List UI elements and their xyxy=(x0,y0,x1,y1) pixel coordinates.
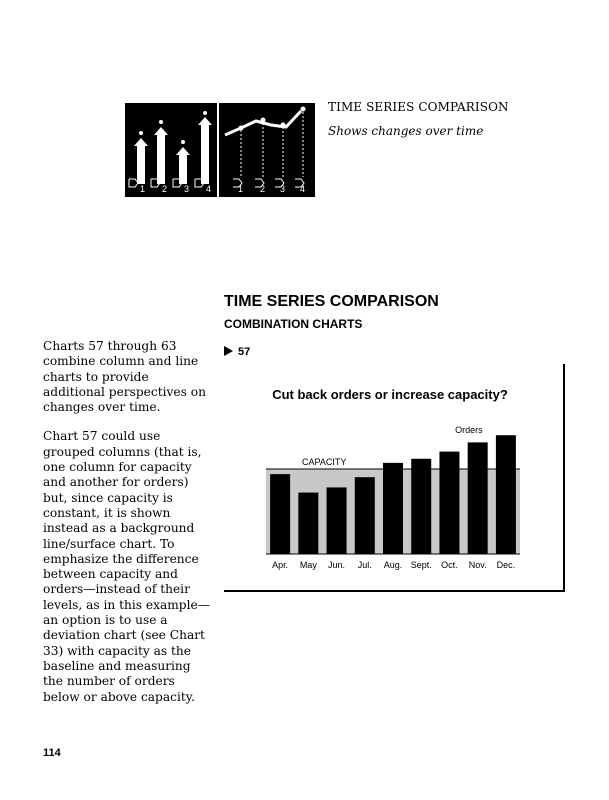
icon-line-label-1: 1 xyxy=(238,184,244,194)
bar-sept xyxy=(411,459,431,554)
x-tick-label: Apr. xyxy=(272,560,289,570)
x-tick-label: Sept. xyxy=(410,560,432,570)
section-title: TIME SERIES COMPARISON xyxy=(224,293,439,310)
x-tick-label: Aug. xyxy=(383,560,403,570)
icon-dot-2 xyxy=(159,120,163,124)
icon-line-label-3: 3 xyxy=(280,184,286,194)
icon-line-label-2: 2 xyxy=(260,184,266,194)
chart-type-icon-block xyxy=(125,103,315,197)
chart-title: Cut back orders or increase capacity? xyxy=(272,387,508,402)
x-tick-label: Nov. xyxy=(468,560,487,570)
bar-jul xyxy=(355,477,375,554)
body-paragraph-2: Chart 57 could use grouped columns (that is, one column for capacity and another for orders) but, since capacity is constant, it is shown instead as a background line/surface chart. To emphasize the difference between capacity and orders—instead of their levels, as in this example—an option is to use a deviation chart (see Chart 33) with capacity as the baseline and measuring the number of orders below or above capacity. xyxy=(43,429,210,704)
bar-dec xyxy=(496,435,516,554)
x-tick-label: May xyxy=(299,560,317,570)
icon-label-2: 2 xyxy=(162,184,168,194)
bar-oct xyxy=(439,452,459,554)
icon-column-1 xyxy=(137,146,145,184)
section-subtitle: COMBINATION CHARTS xyxy=(224,317,363,331)
icon-arrow-4 xyxy=(198,117,212,125)
bar-jun xyxy=(327,487,347,554)
capacity-label: CAPACITY xyxy=(302,457,347,468)
icon-divider xyxy=(217,103,219,197)
header-subtitle: Shows changes over time xyxy=(328,124,484,138)
icon-column-3 xyxy=(179,155,187,184)
orders-series-label: Orders xyxy=(455,425,483,436)
x-tick-label: Oct. xyxy=(441,560,458,570)
icon-line-dot-3 xyxy=(281,123,286,128)
header-title: TIME SERIES COMPARISON xyxy=(328,100,509,114)
x-tick-label: Dec. xyxy=(496,560,516,570)
bars-group xyxy=(270,435,516,554)
icon-line-dot-1 xyxy=(239,126,244,131)
bar-nov xyxy=(468,442,488,554)
body-text xyxy=(43,339,213,719)
body-paragraph-1: Charts 57 through 63 combine column and line charts to provide additional perspectives on changes over time. xyxy=(43,339,206,415)
icon-label-1: 1 xyxy=(140,184,146,194)
icon-arrow-1 xyxy=(134,138,148,146)
icon-dot-1 xyxy=(139,131,143,135)
icon-line-dot-2 xyxy=(261,118,266,123)
icon-line-label-4: 4 xyxy=(300,184,306,194)
icon-dot-4 xyxy=(203,111,207,115)
bar-apr xyxy=(270,474,290,554)
bar-may xyxy=(298,493,318,554)
triangle-pointer-icon xyxy=(224,346,233,356)
icon-arrow-3 xyxy=(176,147,190,155)
icon-label-3: 3 xyxy=(184,184,190,194)
x-tick-label: Jun. xyxy=(328,560,346,570)
icon-dot-3 xyxy=(181,140,185,144)
icon-marker-1 xyxy=(129,179,138,187)
column-and-line-icons xyxy=(125,103,315,197)
chart-number xyxy=(224,346,250,358)
combination-chart xyxy=(224,364,565,592)
icon-arrow-2 xyxy=(154,127,168,135)
icon-line-dot-4 xyxy=(301,107,306,112)
x-tick-label: Jul. xyxy=(357,560,372,570)
icon-column-4 xyxy=(201,125,209,184)
icon-label-4: 4 xyxy=(206,184,212,194)
bar-aug xyxy=(383,463,403,554)
chart-number-label: 57 xyxy=(238,346,251,358)
page-number: 114 xyxy=(43,747,61,759)
icon-column-2 xyxy=(157,135,165,184)
x-tick-labels xyxy=(272,560,515,570)
